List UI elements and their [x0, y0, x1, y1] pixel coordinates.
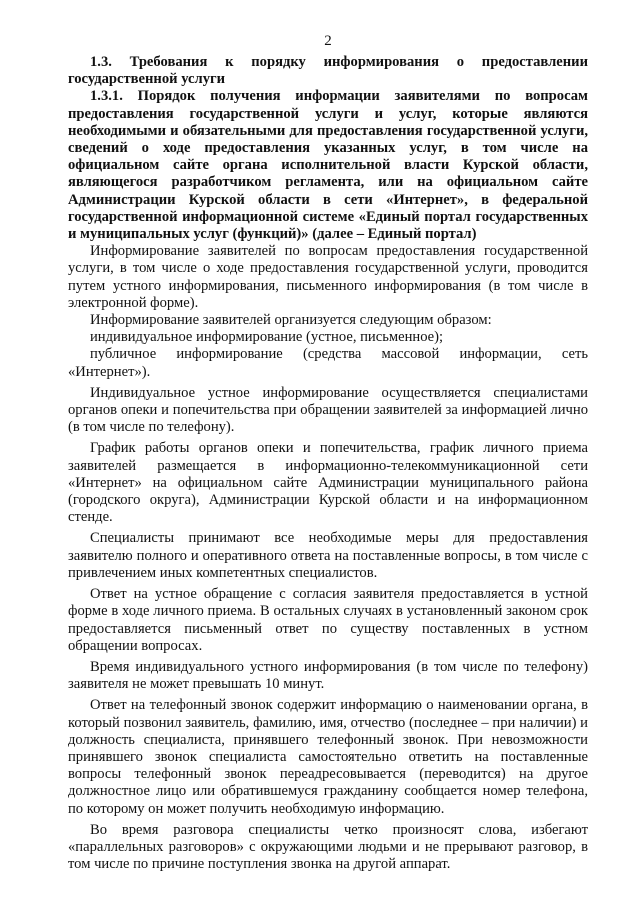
page-number: 2 [324, 33, 332, 49]
paragraph: индивидуальное информирование (устное, письменное); [90, 329, 444, 346]
paragraph: Индивидуальное устное информирование осуществляется специалистами органов опеки и попечительства при обращении заявителей за информацией лично (в том числе по телефону). [68, 384, 588, 436]
paragraph: Информирование заявителей по вопросам предоставления государственной услуги, в том числе о ходе предоставления государственной услуги, проводится путем устного информирования, письменного информирования (в том числе в электронной форме). [68, 243, 588, 311]
paragraph: Во время разговора специалисты четко произносят слова, избегают «параллельных разговоров» с окружающими людьми и не прерывают разговор, в том числе по причине поступления звонка на другой аппарат. [68, 821, 588, 873]
paragraph: Информирование заявителей организуется следующим образом: [90, 312, 492, 329]
paragraph: Специалисты принимают все необходимые меры для предоставления заявителю полного и оперативного ответа на поставленные вопросы, в том числе с привлечением иных компетентных специалистов. [68, 530, 588, 581]
paragraph: Ответ на телефонный звонок содержит информацию о наименовании органа, в который позвонил заявитель, фамилию, имя, отчество (последнее – при наличии) и должность специалиста, принявшего телефонный звонок. При невозможности принявшего звонок специалиста самостоятельно ответить на поставленные вопросы телефонный звонок переадресовывается (переводится) на другое должностное лицо или обратившемуся гражданину сообщается номер телефона, по которому он может получить необходимую информацию. [68, 697, 588, 817]
section-heading-1-3-1: 1.3.1. Порядок получения информации заявителями по вопросам предоставления государственной услуги и услуг, которые являются необходимыми и обязательными для предоставления государственной услуги, сведений о ходе предоставления указанных услуг, в том числе на официальном сайте органа исполнительной власти Курской области, являющегося разработчиком регламента, или на официальном сайте Администрации Курской области в сети «Интернет», в федеральной государственной информационной системе «Единый портал государственных и муниципальных услуг (функций)» (далее – Единый портал) [68, 88, 588, 243]
section-heading-1-3: 1.3. Требования к порядку информирования о предоставлении государственной услуги [68, 54, 588, 88]
paragraph: График работы органов опеки и попечительства, график личного приема заявителей размещается в информационно-телекоммуникационной сети «Интернет» на официальном сайте Администрации муниципального района (городского округа), Администрации Курской области и на информационном стенде. [68, 440, 588, 526]
paragraph: Время индивидуального устного информирования (в том числе по телефону) заявителя не может превышать 10 минут. [68, 658, 588, 693]
paragraph: публичное информирование (средства массовой информации, сеть «Интернет»). [68, 346, 588, 380]
paragraph: Ответ на устное обращение с согласия заявителя предоставляется в устной форме в ходе личного приема. В остальных случаях в установленный законом срок предоставляется письменный ответ по существу поставленных в устном обращении вопросах. [68, 586, 588, 654]
